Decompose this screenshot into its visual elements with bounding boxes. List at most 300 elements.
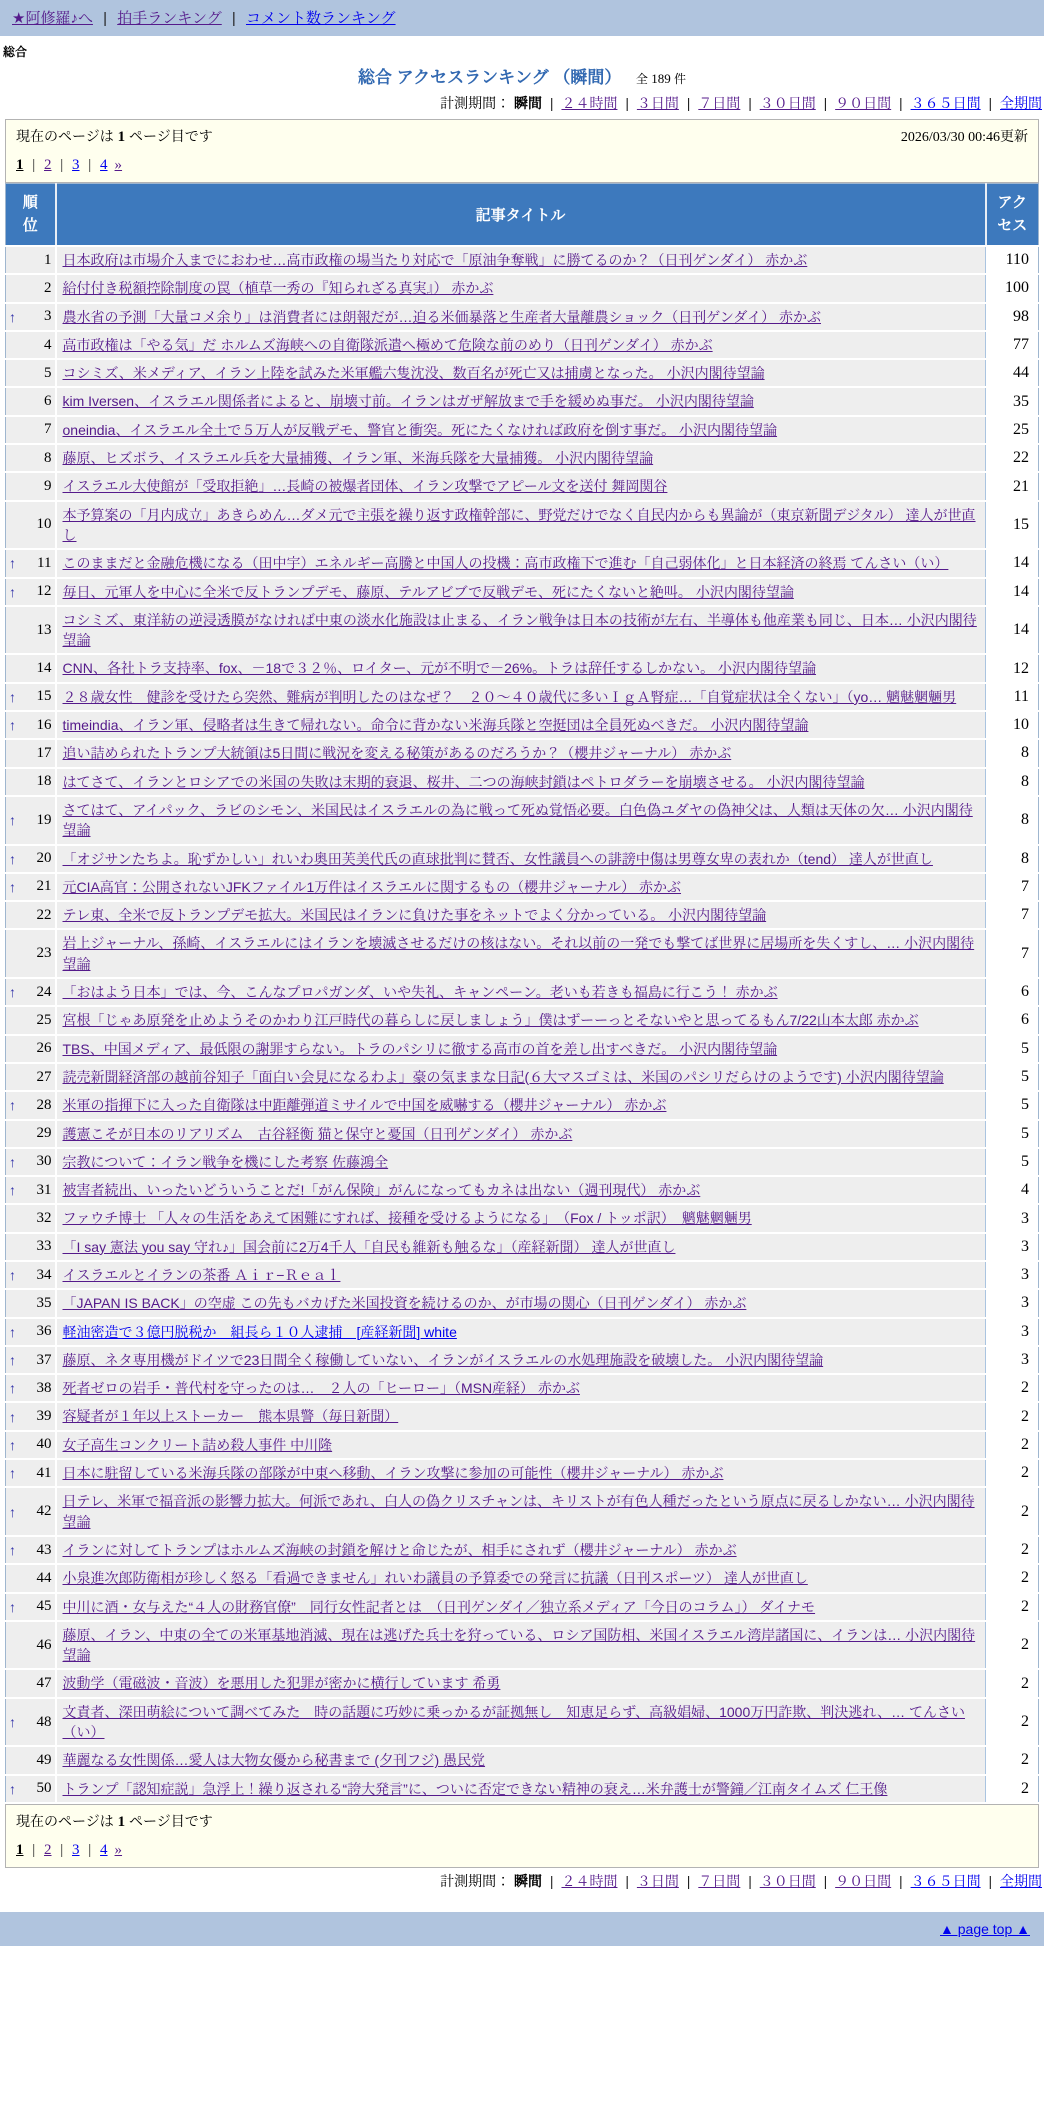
period-link[interactable]: ３６５日間	[910, 95, 981, 111]
article-link[interactable]: 華麗なる女性関係…愛人は大物女優から秘書まで (夕刊フジ) 愚民党	[62, 1752, 486, 1769]
rank-cell	[6, 739, 56, 767]
table-row	[6, 845, 1039, 873]
rank-cell	[6, 1564, 56, 1592]
access-count: 3	[986, 1289, 1039, 1317]
rank-cell	[6, 1006, 56, 1034]
page-title	[0, 60, 1044, 90]
rank-up-icon: ↑	[9, 812, 16, 829]
rank-number: 23	[36, 945, 52, 962]
article-link[interactable]: 藤原、ヒズボラ、イスラエル兵を大量捕獲、イラン軍、米海兵隊を大量捕獲。 小沢内閣待望論	[62, 450, 654, 467]
period-label: 計測期間：	[440, 95, 511, 111]
title-cell	[56, 1091, 986, 1119]
rank-cell	[6, 331, 56, 359]
period-separator: |	[621, 95, 633, 111]
access-count: 4	[986, 1176, 1039, 1204]
table-header-row	[6, 184, 1039, 247]
table-row	[6, 901, 1039, 929]
article-link[interactable]: 日本に駐留している米海兵隊の部隊が中東へ移動、イラン攻撃に参加の可能性（櫻井ジャーナル） 赤かぶ	[62, 1465, 724, 1482]
title-cell	[56, 359, 986, 387]
title-cell	[56, 472, 986, 500]
rank-cell	[6, 303, 56, 331]
article-link[interactable]: 文責者、深田萌絵について調べてみた 時の話題に巧妙に乗っかるが証拠無し 知恵足らず、高級娼婦、1000万円詐欺、判決逃れ、… てんさい（い）	[62, 1703, 965, 1741]
rank-cell	[6, 1346, 56, 1374]
page-link[interactable]: 3	[72, 1841, 80, 1858]
page-separator: |	[84, 1841, 96, 1858]
rank-number: 9	[44, 478, 52, 495]
access-count: 7	[986, 929, 1039, 978]
table-row	[6, 1261, 1039, 1289]
rank-cell	[6, 1261, 56, 1289]
article-link[interactable]: 宗教について：イラン戦争を機にした考察 佐藤鴻全	[62, 1153, 389, 1170]
period-separator: |	[744, 95, 756, 111]
table-row	[6, 654, 1039, 682]
column-header-title: 記事タイトル	[56, 184, 986, 247]
table-row	[6, 1035, 1039, 1063]
article-link[interactable]: 宮根「じゃあ原発を止めようそのかわり江戸時代の暮らしに戻しましょう」僕はずーーっとそないやと思ってるもん7/22山本太郎 赤かぶ	[62, 1012, 919, 1029]
article-link[interactable]: トランプ「認知症説」急浮上！繰り返される“誇大発言”に、ついに否定できない精神の衰え…米弁護士が警鐘／江南タイムズ 仁王像	[62, 1780, 888, 1797]
rank-up-icon: ↑	[9, 1153, 16, 1170]
period-separator: |	[819, 95, 832, 111]
pagination	[16, 1842, 1028, 1859]
title-cell	[56, 1006, 986, 1034]
page-link[interactable]: 4	[100, 1841, 108, 1858]
rank-up-icon: ↑	[9, 1542, 16, 1559]
access-count: 14	[986, 606, 1039, 655]
access-count: 5	[986, 1091, 1039, 1119]
period-separator: |	[546, 1872, 558, 1889]
title-cell	[56, 1204, 986, 1232]
rank-up-icon: ↑	[9, 1380, 16, 1397]
table-row	[6, 1564, 1039, 1592]
table-row	[6, 1374, 1039, 1402]
nav-separator: |	[98, 10, 112, 27]
article-link[interactable]: 「JAPAN IS BACK」の空虚 この先もバカげた米国投資を続けるのか、が市場の関心（日刊ゲンダイ） 赤かぶ	[62, 1295, 747, 1312]
rank-number: 20	[36, 850, 52, 867]
rank-number: 47	[36, 1675, 52, 1692]
rank-up-icon: ↑	[9, 1267, 16, 1284]
article-link[interactable]: 農水省の予測「大量コメ余り」は消費者には朗報だが…迫る米価暴落と生産者大量離農ショック（日刊ゲンダイ） 赤かぶ	[62, 308, 821, 325]
article-link[interactable]: 軽油密造で３億円脱税か 組長ら１０人逮捕 [産経新聞] white	[62, 1323, 457, 1340]
table-row	[6, 1091, 1039, 1119]
article-link[interactable]: コシミズ、米メディア、イラン上陸を試みた米軍艦六隻沈没、数百名が死亡又は捕虜となった。 小沢内閣待望論	[62, 365, 765, 382]
access-count: 15	[986, 501, 1039, 550]
table-row	[6, 387, 1039, 415]
rank-up-icon: ↑	[9, 688, 16, 705]
access-count: 100	[986, 274, 1039, 302]
article-link[interactable]: イスラエルとイランの茶番 Ａｉｒ−Ｒｅａｌ	[62, 1266, 341, 1283]
article-link[interactable]: 「オジサンたちよ。恥ずかしい」れいわ奥田芙美代氏の直球批判に賛否、女性議員への誹謗中傷は男尊女卑の表れか（tend） 達人が世直し	[62, 850, 933, 867]
page-link[interactable]: 2	[44, 1841, 52, 1858]
period-link[interactable]: ３０日間	[759, 95, 816, 111]
article-link[interactable]: 給付付き税額控除制度の罠（植草一秀の『知られざる真実』） 赤かぶ	[62, 280, 494, 297]
nav-separator: |	[227, 10, 240, 27]
article-link[interactable]: はてさて、イランとロシアでの米国の失敗は末期的衰退、桜井、二つの海峡封鎖はペトロダラーを崩壊させる。 小沢内閣待望論	[62, 773, 865, 790]
rank-number: 45	[36, 1598, 52, 1615]
rank-number: 33	[36, 1238, 52, 1255]
article-link[interactable]: 女子高生コンクリート詰め殺人事件 中川隆	[62, 1436, 333, 1453]
access-count: 3	[986, 1261, 1039, 1289]
footer-bar	[0, 1912, 1044, 1946]
rank-number: 10	[36, 516, 52, 533]
rank-cell	[6, 1669, 56, 1697]
rank-number: 46	[36, 1636, 52, 1653]
title-cell	[56, 549, 986, 577]
rank-up-icon: ↑	[9, 1598, 16, 1615]
access-count: 2	[986, 1431, 1039, 1459]
rank-cell	[6, 1431, 56, 1459]
rank-number: 24	[36, 983, 52, 1000]
access-count: 2	[986, 1564, 1039, 1592]
access-count: 5	[986, 1120, 1039, 1148]
period-link[interactable]: ３日間	[636, 1872, 679, 1889]
article-link[interactable]: 日テレ、米軍で福音派の影響力拡大。何派であれ、白人の偽クリスチャンは、キリストが有色人種だったという原点に戻るしかない… 小沢内閣待望論	[62, 1493, 975, 1530]
article-link[interactable]: イスラエル大使館が「受取拒絶」…長崎の被爆者団体、イラン攻撃でアピール文を送付 舞岡関谷	[62, 478, 668, 495]
rank-number: 30	[36, 1153, 52, 1170]
page-separator: |	[28, 157, 40, 173]
rank-number: 49	[36, 1751, 52, 1768]
page-link[interactable]: 3	[72, 157, 80, 173]
table-row	[6, 1536, 1039, 1564]
rank-number: 38	[36, 1379, 52, 1396]
table-row	[6, 978, 1039, 1006]
rank-number: 7	[44, 421, 52, 438]
table-row	[6, 1120, 1039, 1148]
rank-up-icon: ↑	[9, 583, 16, 600]
table-row	[6, 683, 1039, 711]
table-row	[6, 1669, 1039, 1697]
rank-cell	[6, 444, 56, 472]
access-count: 3	[986, 1318, 1039, 1346]
table-row	[6, 711, 1039, 739]
rank-up-icon: ↑	[9, 308, 16, 325]
top-nav-bar	[0, 0, 1044, 36]
title-cell	[56, 1120, 986, 1148]
rank-number: 41	[36, 1464, 52, 1481]
rank-cell	[6, 1035, 56, 1063]
rank-number: 2	[44, 279, 52, 296]
title-cell	[56, 331, 986, 359]
title-cell	[56, 1487, 986, 1536]
rank-cell	[6, 683, 56, 711]
rank-cell	[6, 1593, 56, 1621]
page-top-link[interactable]: ▲ page top ▲	[940, 1920, 1030, 1937]
title-cell	[56, 274, 986, 302]
access-count: 2	[986, 1593, 1039, 1621]
title-cell	[56, 1374, 986, 1402]
article-link[interactable]: 護憲こそが日本のリアリズム 古谷経衡 猫と保守と憂国（日刊ゲンダイ） 赤かぶ	[62, 1125, 573, 1142]
rank-number: 35	[36, 1294, 52, 1311]
rank-up-icon: ↑	[9, 1323, 16, 1340]
rank-up-icon: ↑	[9, 1503, 16, 1520]
rank-cell	[6, 901, 56, 929]
rank-number: 42	[36, 1503, 52, 1520]
page-link[interactable]: 2	[44, 157, 52, 173]
article-link[interactable]: 日本政府は市場介入までにおわせ…高市政権の場当たり対応で「原油争奪戦」に勝てるのか？（日刊ゲンダイ） 赤かぶ	[62, 252, 808, 268]
table-row	[6, 1402, 1039, 1430]
rank-up-icon: ↑	[9, 1465, 16, 1482]
title-cell	[56, 901, 986, 929]
period-separator: |	[546, 95, 558, 111]
rank-cell	[6, 549, 56, 577]
title-cell	[56, 796, 986, 845]
table-row	[6, 1746, 1039, 1774]
next-page-link[interactable]: »	[114, 1841, 123, 1858]
title-cell	[56, 606, 986, 655]
table-row	[6, 1487, 1039, 1536]
table-row	[6, 246, 1039, 274]
period-link[interactable]: ９０日間	[835, 95, 892, 111]
table-row	[6, 796, 1039, 845]
rank-cell	[6, 796, 56, 845]
article-link[interactable]: 「I say 憲法 you say 守れ♪」国会前に2万4千人「自民も維新も触るな」（産経新聞） 達人が世直し	[62, 1238, 676, 1255]
period-link[interactable]: ２４時間	[561, 1872, 618, 1889]
period-link[interactable]: ３０日間	[759, 1872, 816, 1889]
rank-number: 5	[44, 364, 52, 381]
table-row	[6, 1176, 1039, 1204]
period-separator: |	[819, 1872, 832, 1889]
access-count: 2	[986, 1536, 1039, 1564]
title-cell	[56, 1669, 986, 1697]
rank-cell	[6, 978, 56, 1006]
table-row	[6, 739, 1039, 767]
article-link[interactable]: さてはて、アイパック、ラビのシモン、米国民はイスラエルの為に戦って死ぬ覚悟必要。白色偽ユダヤの偽神父は、人類は天体の欠… 小沢内閣待望論	[62, 801, 973, 839]
rank-number: 15	[36, 688, 52, 705]
access-count: 2	[986, 1621, 1039, 1670]
access-count: 12	[986, 654, 1039, 682]
table-row	[6, 472, 1039, 500]
title-cell	[56, 416, 986, 444]
table-row	[6, 359, 1039, 387]
page-separator: |	[28, 1841, 40, 1858]
table-row	[6, 873, 1039, 901]
top-nav-link[interactable]: 拍手ランキング	[117, 10, 222, 27]
rank-number: 12	[36, 583, 52, 600]
article-link[interactable]: 死者ゼロの岩手・普代村を守ったのは… ２人の「ヒーロー」（MSN産経） 赤かぶ	[62, 1380, 580, 1397]
title-cell	[56, 1746, 986, 1774]
rank-number: 37	[36, 1351, 52, 1368]
table-row	[6, 1346, 1039, 1374]
column-header-access: アクセス	[986, 184, 1039, 247]
current-page: 1	[16, 1841, 24, 1858]
table-row	[6, 1621, 1039, 1670]
access-count: 14	[986, 578, 1039, 606]
article-link[interactable]: kim Iversen、イスラエル関係者によると、崩壊寸前。イランはガザ解放まで手を緩めぬ事だ。 小沢内閣待望論	[62, 393, 754, 410]
title-cell	[56, 1346, 986, 1374]
access-count: 6	[986, 978, 1039, 1006]
period-current: 瞬間	[514, 1872, 543, 1889]
rank-up-icon: ↑	[9, 717, 16, 734]
article-link[interactable]: TBS、中国メディア、最低限の謝罪すらない。トラのパシリに徹する高市の首を差し出すべきだ。 小沢内閣待望論	[62, 1040, 778, 1057]
period-separator: |	[984, 95, 996, 111]
rank-cell	[6, 845, 56, 873]
rank-up-icon: ↑	[9, 1352, 16, 1369]
current-page: 1	[16, 157, 24, 173]
access-count: 11	[986, 683, 1039, 711]
period-link[interactable]: ９０日間	[835, 1872, 892, 1889]
period-link[interactable]: 全期間	[1000, 95, 1042, 111]
rank-number: 13	[36, 621, 52, 638]
rank-cell	[6, 654, 56, 682]
article-link[interactable]: 藤原、イラン、中東の全ての米軍基地消滅、現在は逃げた兵士を狩っている、ロシア国防相、米国イスラエル湾岸諸国に、イランは… 小沢内閣待望論	[62, 1626, 976, 1664]
rank-up-icon: ↑	[9, 555, 16, 572]
period-current: 瞬間	[514, 95, 543, 111]
rank-up-icon: ↑	[9, 1714, 16, 1731]
rank-up-icon: ↑	[9, 1436, 16, 1453]
article-link[interactable]: 本予算案の「月内成立」あきらめん…ダメ元で主張を繰り返す政権幹部に、野党だけでなく自民内からも異論が（東京新聞デジタル） 達人が世直し	[62, 506, 976, 543]
article-link[interactable]: 読売新聞経済部の越前谷知子「面白い会見になるわよ」豪の気ままな日記(６大マスゴミは、米国のパシリだらけのようです) 小沢内閣待望論	[62, 1068, 944, 1085]
title-cell	[56, 1431, 986, 1459]
article-link[interactable]: 「おはよう日本」では、今、こんなプロパガンダ、いや失礼、キャンペーン。老いも若きも福島に行こう！ 赤かぶ	[62, 984, 778, 1001]
title-cell	[56, 578, 986, 606]
rank-cell	[6, 1233, 56, 1261]
title-cell	[56, 1775, 986, 1803]
page-info-box-bottom	[5, 1804, 1039, 1868]
top-nav-link[interactable]: コメント数ランキング	[245, 10, 396, 27]
access-count: 22	[986, 444, 1039, 472]
table-row	[6, 1233, 1039, 1261]
period-link[interactable]: ３日間	[636, 95, 679, 111]
rank-number: 8	[44, 449, 52, 466]
rank-number: 21	[36, 878, 52, 895]
access-count: 2	[986, 1669, 1039, 1697]
title-cell	[56, 654, 986, 682]
access-count: 2	[986, 1402, 1039, 1430]
title-cell	[56, 1459, 986, 1487]
article-link[interactable]: 米軍の指揮下に入った自衛隊は中距離弾道ミサイルで中国を威嚇する（櫻井ジャーナル） 赤かぶ	[62, 1097, 667, 1114]
page-link[interactable]: 4	[100, 157, 108, 173]
table-row	[6, 929, 1039, 978]
rank-cell	[6, 501, 56, 550]
access-count: 98	[986, 303, 1039, 331]
rank-number: 32	[36, 1210, 52, 1227]
title-cell	[56, 929, 986, 978]
period-nav-top	[0, 90, 1044, 119]
rank-number: 4	[44, 336, 52, 353]
column-header-rank: 順位	[6, 184, 56, 247]
title-cell	[56, 1698, 986, 1747]
period-separator: |	[621, 1872, 633, 1889]
article-link[interactable]: timeindia、イラン軍、侵略者は生きて帰れない。命令に背かない米海兵隊と空挺団は全員死ぬべきだ。 小沢内閣待望論	[62, 717, 809, 734]
article-link[interactable]: 小泉進次郎防衛相が珍しく怒る「看過できません」れいわ議員の予算委での発言に抗議（日刊スポーツ） 達人が世直し	[62, 1570, 808, 1587]
rank-cell	[6, 711, 56, 739]
rank-cell	[6, 606, 56, 655]
rank-cell	[6, 472, 56, 500]
rank-number: 40	[36, 1436, 52, 1453]
article-link[interactable]: oneindia、イスラエル全土で５万人が反戦デモ、警官と衝突。死にたくなければ政府を倒す事だ。 小沢内閣待望論	[62, 421, 778, 438]
rank-number: 25	[36, 1011, 52, 1028]
article-link[interactable]: CNN、各社トラ支持率、fox、－18で３２％、ロイター、元が不明で－26%。トラは辞任するしかない。 小沢内閣待望論	[62, 660, 817, 677]
access-count: 7	[986, 873, 1039, 901]
title-cell	[56, 1621, 986, 1670]
rank-cell	[6, 274, 56, 302]
period-link[interactable]: ７日間	[698, 1872, 741, 1889]
top-nav-link[interactable]: ★阿修羅♪へ	[12, 10, 93, 27]
article-link[interactable]: 容疑者が１年以上ストーカー 熊本県警（毎日新聞）	[62, 1408, 399, 1425]
rank-cell	[6, 1318, 56, 1346]
title-cell	[56, 1536, 986, 1564]
access-count: 77	[986, 331, 1039, 359]
rank-number: 26	[36, 1040, 52, 1057]
article-link[interactable]: 岩上ジャーナル、孫崎、イスラエルにはイランを壊滅させるだけの核はない。それ以前の一発でも撃てば世界に居場所を失くすし、… 小沢内閣待望論	[62, 935, 975, 972]
table-row	[6, 1204, 1039, 1232]
period-link[interactable]: ７日間	[698, 95, 741, 111]
pagination	[16, 157, 1028, 174]
period-link[interactable]: 全期間	[1000, 1872, 1042, 1889]
article-link[interactable]: 高市政権は「やる気」だ ホルムズ海峡への自衛隊派遣へ極めて危険な前のめり（日刊ゲンダイ） 赤かぶ	[62, 336, 713, 353]
article-link[interactable]: 被害者続出、いったいどういうことだ!「がん保険」がんになってもカネは出ない（週刊現代） 赤かぶ	[62, 1182, 701, 1199]
access-count: 14	[986, 549, 1039, 577]
rank-up-icon: ↑	[9, 1182, 16, 1199]
article-link[interactable]: テレ東、全米で反トランプデモ拡大。米国民はイランに負けた事をネットでよく分かっている。 小沢内閣待望論	[62, 907, 767, 924]
article-link[interactable]: 追い詰められたトランプ大統領は5日間に戦況を変える秘策があるのだろうか？（櫻井ジャーナル） 赤かぶ	[62, 745, 732, 762]
article-link[interactable]: 波動学（電磁波・音波）を悪用した犯罪が密かに横行しています 希勇	[62, 1675, 501, 1692]
access-count: 5	[986, 1148, 1039, 1176]
updated-timestamp: 2026/03/30 00:46更新	[900, 130, 1028, 145]
period-separator: |	[744, 1872, 756, 1889]
period-separator: |	[984, 1872, 996, 1889]
rank-cell	[6, 1459, 56, 1487]
period-separator: |	[682, 1872, 695, 1889]
article-link[interactable]: 藤原、ネタ専用機がドイツで23日間全く稼働していない、イランがイスラエルの水処理施設を破壊した。 小沢内閣待望論	[62, 1351, 824, 1368]
table-row	[6, 1289, 1039, 1317]
article-link[interactable]: コシミズ、東洋紡の逆浸透膜がなければ中東の淡水化施設は止まる、イラン戦争は日本の技術が左右、半導体も他産業も同じ、日本… 小沢内閣待望論	[62, 611, 977, 649]
article-link[interactable]: 中川に酒・女与えた“４人の財務官僚” 同行女性記者とは （日刊ゲンダイ／独立系メディア「今日のコラム」） ダイナモ	[62, 1598, 816, 1615]
article-link[interactable]: ２８歳女性 健診を受けたら突然、難病が判明したのはなぜ？ ２０～４０歳代に多いＩｇＡ腎症…「自覚症状は全くない」（yo… 魑魅魍魎男	[62, 688, 957, 705]
article-link[interactable]: ファウチ博士 「人々の生活をあえて困難にすれば、接種を受けるようになる」 （Fox / トッポ訳） 魑魅魍魎男	[62, 1210, 752, 1227]
table-row	[6, 303, 1039, 331]
rank-number: 43	[36, 1541, 52, 1558]
access-count: 5	[986, 1063, 1039, 1091]
rank-number: 27	[36, 1068, 52, 1085]
rank-cell	[6, 387, 56, 415]
next-page-link[interactable]: »	[114, 157, 123, 173]
category-label: 総合	[3, 45, 28, 59]
rank-number: 22	[36, 906, 52, 923]
rank-cell	[6, 1746, 56, 1774]
table-row	[6, 416, 1039, 444]
access-count: 110	[986, 246, 1039, 274]
table-row	[6, 768, 1039, 796]
article-link[interactable]: イランに対してトランプはホルムズ海峡の封鎖を解けと命じたが、相手にされず（櫻井ジャーナル） 赤かぶ	[62, 1541, 737, 1558]
page-title-text: 総合 アクセスランキング （瞬間）	[357, 68, 622, 87]
title-cell	[56, 768, 986, 796]
current-page-text: 現在のページは 1 ページ目です	[16, 128, 213, 145]
rank-cell	[6, 768, 56, 796]
period-link[interactable]: ２４時間	[561, 95, 618, 111]
period-link[interactable]: ３６５日間	[910, 1872, 981, 1889]
page-separator: |	[56, 1841, 68, 1858]
title-cell	[56, 303, 986, 331]
access-count: 2	[986, 1775, 1039, 1803]
rank-up-icon: ↑	[9, 1408, 16, 1425]
article-link[interactable]: このままだと金融危機になる（田中宇）エネルギー高騰と中国人の投機：高市政権下で進む「自己弱体化」と日本経済の終焉 てんさい（い）	[62, 555, 949, 572]
title-cell	[56, 978, 986, 1006]
rank-cell	[6, 416, 56, 444]
page-separator: |	[84, 157, 96, 173]
rank-number: 50	[36, 1780, 52, 1797]
rank-cell	[6, 1063, 56, 1091]
rank-cell	[6, 1148, 56, 1176]
access-count: 2	[986, 1374, 1039, 1402]
title-cell	[56, 845, 986, 873]
access-count: 2	[986, 1459, 1039, 1487]
rank-cell	[6, 359, 56, 387]
title-cell	[56, 683, 986, 711]
title-cell	[56, 873, 986, 901]
title-cell	[56, 711, 986, 739]
article-link[interactable]: 毎日、元軍人を中心に全米で反トランプデモ、藤原、テルアビブで反戦デモ、死にたくないと絶叫。 小沢内閣待望論	[62, 583, 794, 600]
article-link[interactable]: 元CIA高官：公開されないJFKファイル1万件はイスラエルに関するもの（櫻井ジャーナル） 赤かぶ	[62, 878, 682, 895]
